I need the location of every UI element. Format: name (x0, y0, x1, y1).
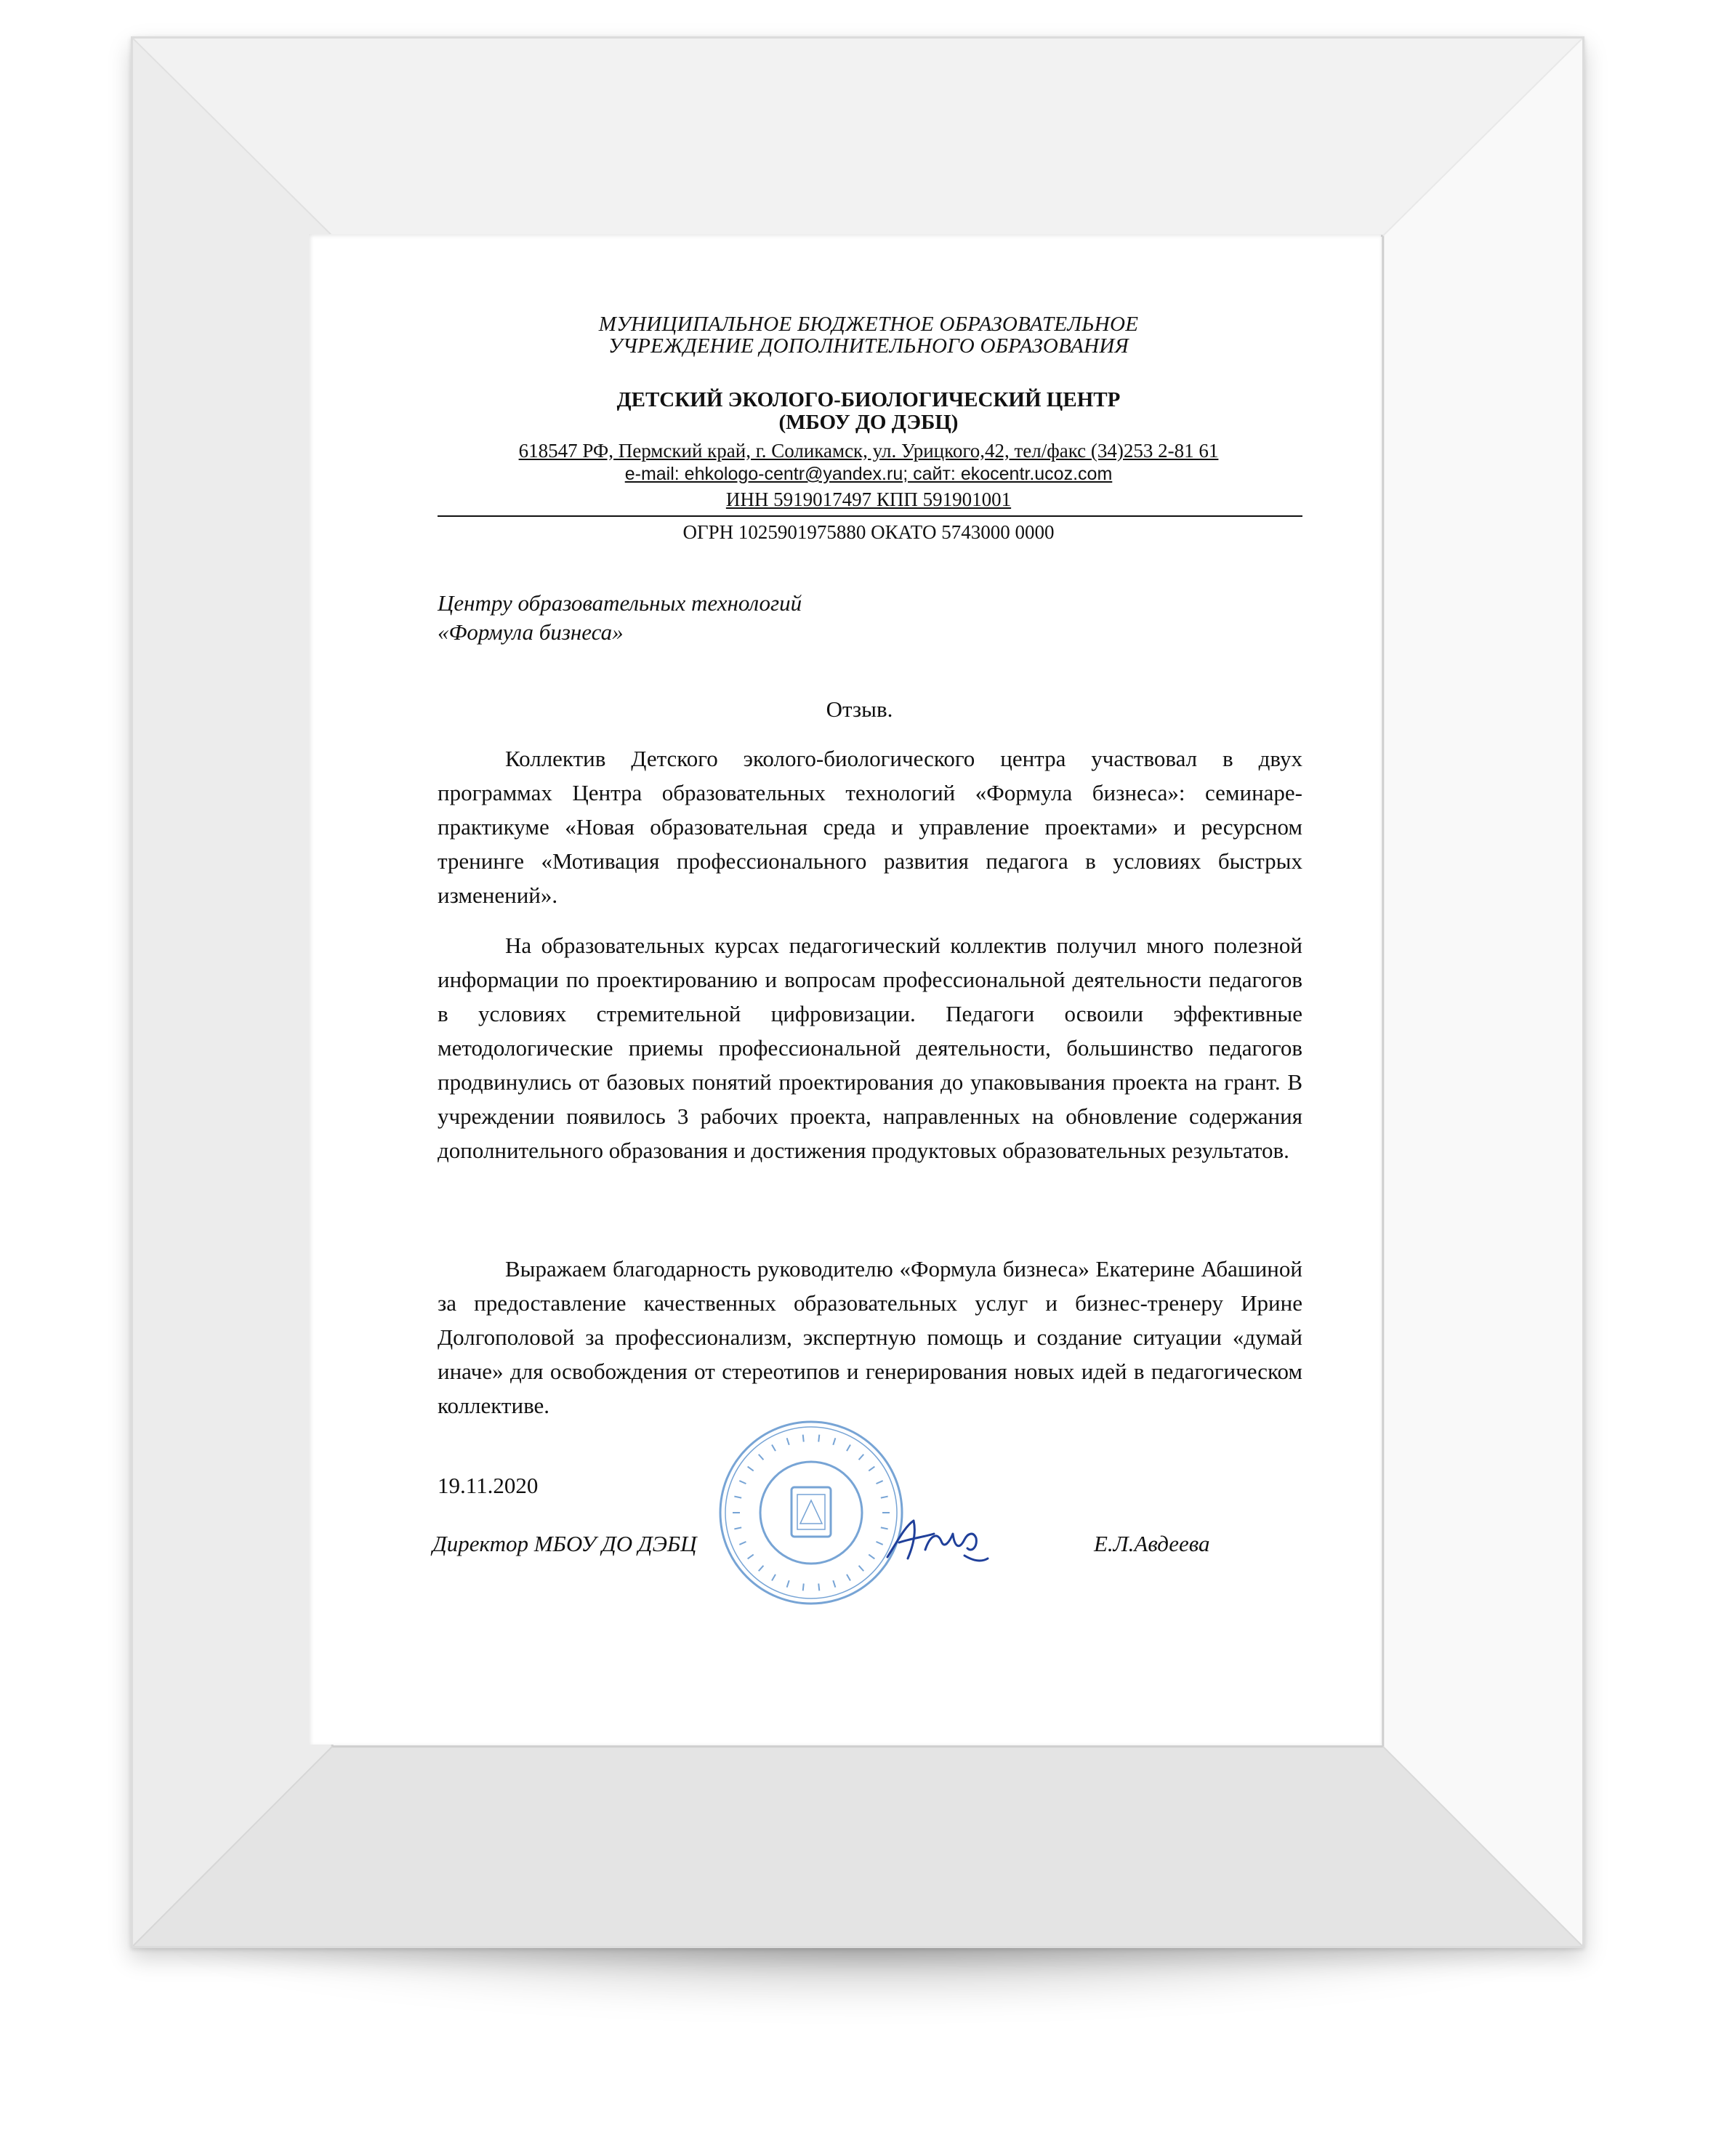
center-short-name: (МБОУ ДО ДЭБЦ) (778, 411, 959, 434)
signer-name: Е.Л.Авдеева (1094, 1531, 1210, 1556)
handwritten-signature (883, 1512, 992, 1570)
header-rule (438, 515, 1302, 517)
letter-date: 19.11.2020 (438, 1473, 539, 1498)
center-name: ДЕТСКИЙ ЭКОЛОГО-БИОЛОГИЧЕСКИЙ ЦЕНТР (616, 388, 1121, 411)
email-and-site: e-mail: ehkologo-centr@yandex.ru; сайт: ekocentr.ucoz.com (624, 464, 1113, 484)
ogrn-okato: ОГРН 1025901975880 ОКАТО 5743000 0000 (682, 521, 1055, 543)
letter-title: Отзыв. (826, 696, 893, 722)
postal-address: 618547 РФ, Пермский край, г. Соликамск, ул. Урицкого,42, тел/факс (34)253 2-81 61 (518, 440, 1219, 462)
addressee-line2: «Формула бизнеса» (438, 619, 624, 645)
inn-kpp: ИНН 5919017497 КПП 591901001 (725, 488, 1012, 510)
letter-sheet (309, 234, 1381, 1745)
round-seal-stamp (713, 1415, 909, 1611)
org-name-line1: МУНИЦИПАЛЬНОЕ БЮДЖЕТНОЕ ОБРАЗОВАТЕЛЬНОЕ (598, 313, 1139, 336)
letter-document (309, 234, 1381, 1745)
paragraph-3: Выражаем благодарность руководителю «Формула бизнеса» Екатерине Абашиной за предоставление качественных образовательных услуг и бизнес-тренеру Ирине Долгополовой за профессионализм, экспертную помощь и создание ситуации «думай иначе» для освобождения от стереотипов и генерирования новых идей в педагогическом коллективе. (438, 1256, 1302, 1418)
addressee-line1: Центру образовательных технологий (438, 590, 802, 616)
paragraph-2: На образовательных курсах педагогический коллектив получил много полезной информации по проектированию и вопросам профессиональной деятельности педагогов в условиях стремительной цифровизации. Педагоги освоили эффективные методологические приемы профессиональной деятельности, большинство педагогов продвинулись от базовых понятий проектирования до упаковывания проекта на грант. В учреждении появилось 3 рабочих проекта, направленных на обновление содержания дополнительного образования и достижения продуктовых образовательных результатов. (438, 933, 1302, 1163)
paragraph-1: Коллектив Детского эколого-биологического центра участвовал в двух программах Центра образовательных технологий «Формула бизнеса»: семинаре-практикуме «Новая образовательная среда и управление проектами» и ресурсном тренинге «Мотивация профессионального развития педагога в условиях быстрых изменений». (438, 746, 1302, 908)
org-name-line2: УЧРЕЖДЕНИЕ ДОПОЛНИТЕЛЬНОГО ОБРАЗОВАНИЯ (608, 334, 1129, 358)
signer-title: Директор МБОУ ДО ДЭБЦ (432, 1531, 697, 1556)
